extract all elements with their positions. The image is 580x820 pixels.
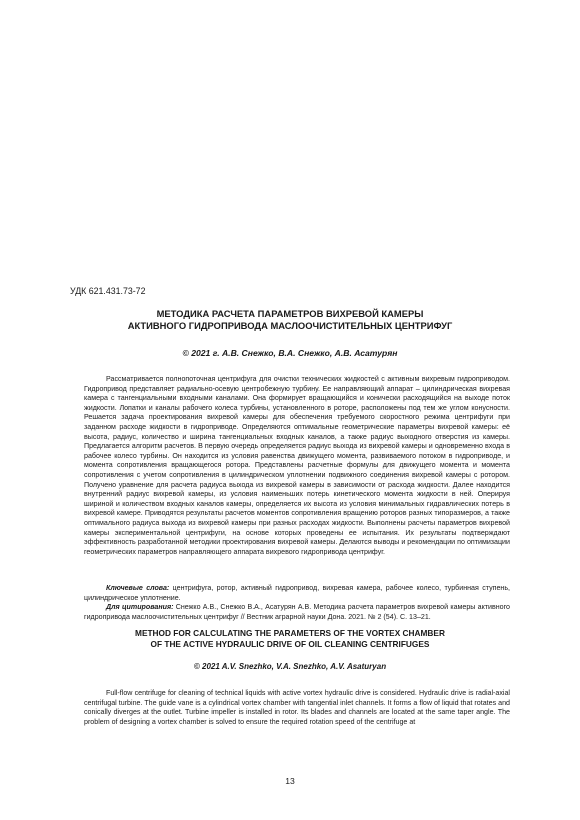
citation-text: Снежко А.В., Снежко В.А., Асатурян А.В. Методика расчета параметров вихревой камеры активного гидропривода маслоочистительных центрифуг // Вестник аграрной науки Дона. 2021. № 2 (54). С. 13–21.: [84, 603, 510, 621]
english-authors: © 2021 A.V. Snezhko, V.A. Snezhko, A.V. Asaturyan: [193, 662, 387, 671]
english-title-line-2: OF THE ACTIVE HYDRAULIC DRIVE OF OIL CLEANING CENTRIFUGES: [150, 639, 430, 649]
russian-title: [70, 308, 510, 331]
citation-block: [84, 603, 510, 622]
udc-code: УДК 621.431.73-72: [70, 286, 146, 296]
russian-title-line-2: АКТИВНОГО ГИДРОПРИВОДА МАСЛООЧИСТИТЕЛЬНЫХ ЦЕНТРИФУГ: [127, 319, 453, 331]
russian-title-line-1: МЕТОДИКА РАСЧЕТА ПАРАМЕТРОВ ВИХРЕВОЙ КАМЕРЫ: [156, 308, 424, 319]
russian-authors: © 2021 г. А.В. Снежко, В.А. Снежко, А.В. Асатурян: [182, 348, 398, 358]
russian-abstract-text: Рассматривается полнопоточная центрифуга для очистки технических жидкостей с активным вихревым гидроприводом. Гидропривод представляет радиально-осевую центробежную турбину. Ее направляющий аппарат – цилиндрическая вихревая камера с тангенциальными входными каналами. Она формирует вращающийся и конически расходящийся на выходе поток жидкости. Лопатки и каналы рабочего колеса турбины, установленного в роторе, расположены под тем же углом конусности. Решается задача проектирования вихревой камеры для обеспечения требуемого скоростного режима центрифуги при заданном расходе жидкости в гидроприводе. Определяются оптимальные геометрические параметры вихревой камеры: её высота, радиус, количество и ширина тангенциальных входных каналов, а также радиус выходного отверстия из камеры. Предлагается алгоритм расчетов. В первую очередь определяется радиус выхода из вихревой камеры и одновременно входа в рабочее колесо турбины. Он находится из условия равенства движущего момента, развиваемого потоком в гидроприводе, и момента сопротивления вращающегося ротора. Представлены расчетные формулы для движущего момента и момента сопротивления с учетом сопротивления в цилиндрическом уплотнении подвижного соединения вихревой камеры с ротором. Получено уравнение для расчета радиуса выхода из вихревой камеры в зависимости от расхода жидкости. Далее находится внутренний радиус вихревой камеры, из условия наименьших потерь кинетического момента жидкости в ней. Оперируя шириной и количеством входных каналов камеры, определяется их высота из условия минимальных гидравлических потерь в вихревой камере. Приводятся результаты расчетов моментов сопротивления вращению роторов разных типоразмеров, а также оптимального радиуса выхода из вихревой камеры при разных расходах жидкости. Выполнены расчеты параметров вихревой камеры экспериментальной центрифуги, на основе которых проведены ее испытания. Их результаты подтверждают эффективность разработанной методики проектирования вихревой камеры. Делаются выводы и рекомендации по оптимизации геометрических параметров направляющего аппарата вихревого гидропривода центрифуг.: [84, 375, 510, 556]
keywords-text: центрифуга, ротор, активный гидропривод, вихревая камера, рабочее колесо, турбинная ступень, цилиндрическое уплотнение.: [84, 584, 510, 602]
keywords-block: [84, 584, 510, 603]
english-title-line-1: METHOD FOR CALCULATING THE PARAMETERS OF THE VORTEX CHAMBER: [135, 628, 445, 638]
citation-label: Для цитирования:: [106, 603, 174, 611]
english-abstract-text: Full-flow centrifuge for cleaning of technical liquids with active vortex hydraulic drive is considered. Hydraulic drive is radial-axial centrifugal turbine. The guide vane is a cylindrical vortex chamber with tangential inlet channels. It forms a flow of liquid that rotates and conically diverges at the outlet. Turbine impeller is installed in rotor. Its blades and channels are located at the same taper angle. The problem of designing a vortex chamber is solved to ensure the required rotation speed of the centrifuge at: [84, 689, 510, 727]
english-abstract: [84, 689, 510, 728]
russian-abstract: [84, 375, 510, 557]
keywords-label: Ключевые слова:: [106, 584, 170, 592]
page-number: 13: [285, 776, 295, 786]
english-title: [70, 628, 510, 650]
